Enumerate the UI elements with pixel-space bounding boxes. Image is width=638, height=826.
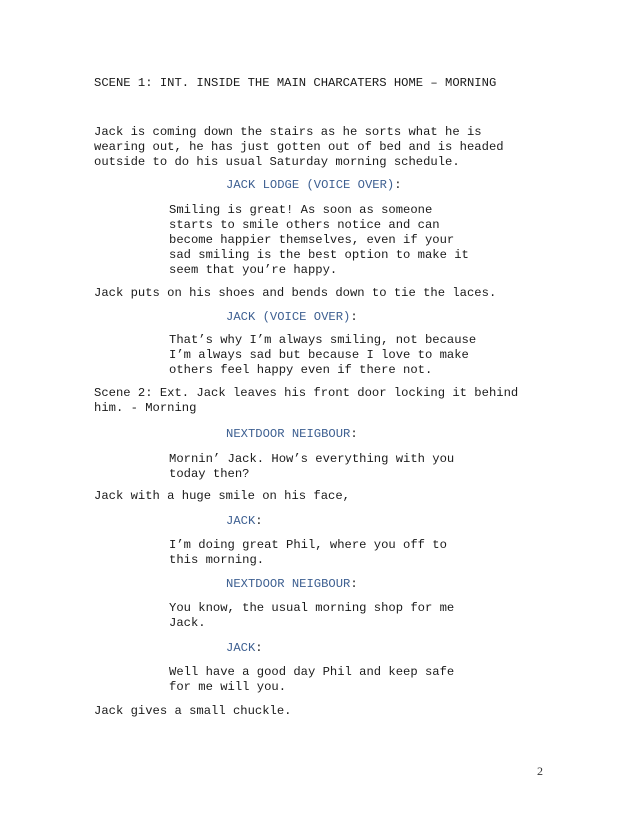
dialogue: That’s why I’m always smiling, not because I’m always sad but because I love to make others feel happy even if there not. <box>169 333 477 377</box>
character-cue: NEXTDOOR NEIGBOUR: <box>226 577 358 591</box>
dialogue: Mornin’ Jack. How’s everything with you today then? <box>169 452 455 481</box>
dialogue: Smiling is great! As soon as someone starts to smile others notice and can become happier themselves, even if your sad smiling is the best option to make it seem that you’re happy. <box>169 203 469 277</box>
dialogue: I’m doing great Phil, where you off to this morning. <box>169 538 447 567</box>
dialogue: You know, the usual morning shop for me Jack. <box>169 601 455 630</box>
character-cue: NEXTDOOR NEIGBOUR: <box>226 427 358 441</box>
page-number: 2 <box>537 764 543 778</box>
character-name: NEXTDOOR NEIGBOUR <box>226 577 351 591</box>
character-cue: JACK (VOICE OVER): <box>226 310 358 324</box>
character-cue: JACK: <box>226 641 263 655</box>
dialogue: Well have a good day Phil and keep safe for me will you. <box>169 665 455 694</box>
action-line: Scene 2: Ext. Jack leaves his front door locking it behind him. - Morning <box>94 386 519 415</box>
character-name: JACK (VOICE OVER) <box>226 310 351 324</box>
character-name: JACK LODGE (VOICE OVER) <box>226 178 395 192</box>
scene-heading: SCENE 1: INT. INSIDE THE MAIN CHARCATERS HOME – MORNING <box>94 76 497 90</box>
character-name: JACK <box>226 514 256 528</box>
action-line: Jack puts on his shoes and bends down to tie the laces. <box>94 286 497 300</box>
character-cue: JACK: <box>226 514 263 528</box>
character-name: JACK <box>226 641 256 655</box>
character-name: NEXTDOOR NEIGBOUR <box>226 427 351 441</box>
action-line: Jack with a huge smile on his face, <box>94 489 350 503</box>
action-line: Jack gives a small chuckle. <box>94 704 292 718</box>
action-line: Jack is coming down the stairs as he sorts what he is wearing out, he has just gotten out of bed and is headed outside to do his usual Saturday morning schedule. <box>94 125 504 169</box>
character-cue: JACK LODGE (VOICE OVER): <box>226 178 402 192</box>
